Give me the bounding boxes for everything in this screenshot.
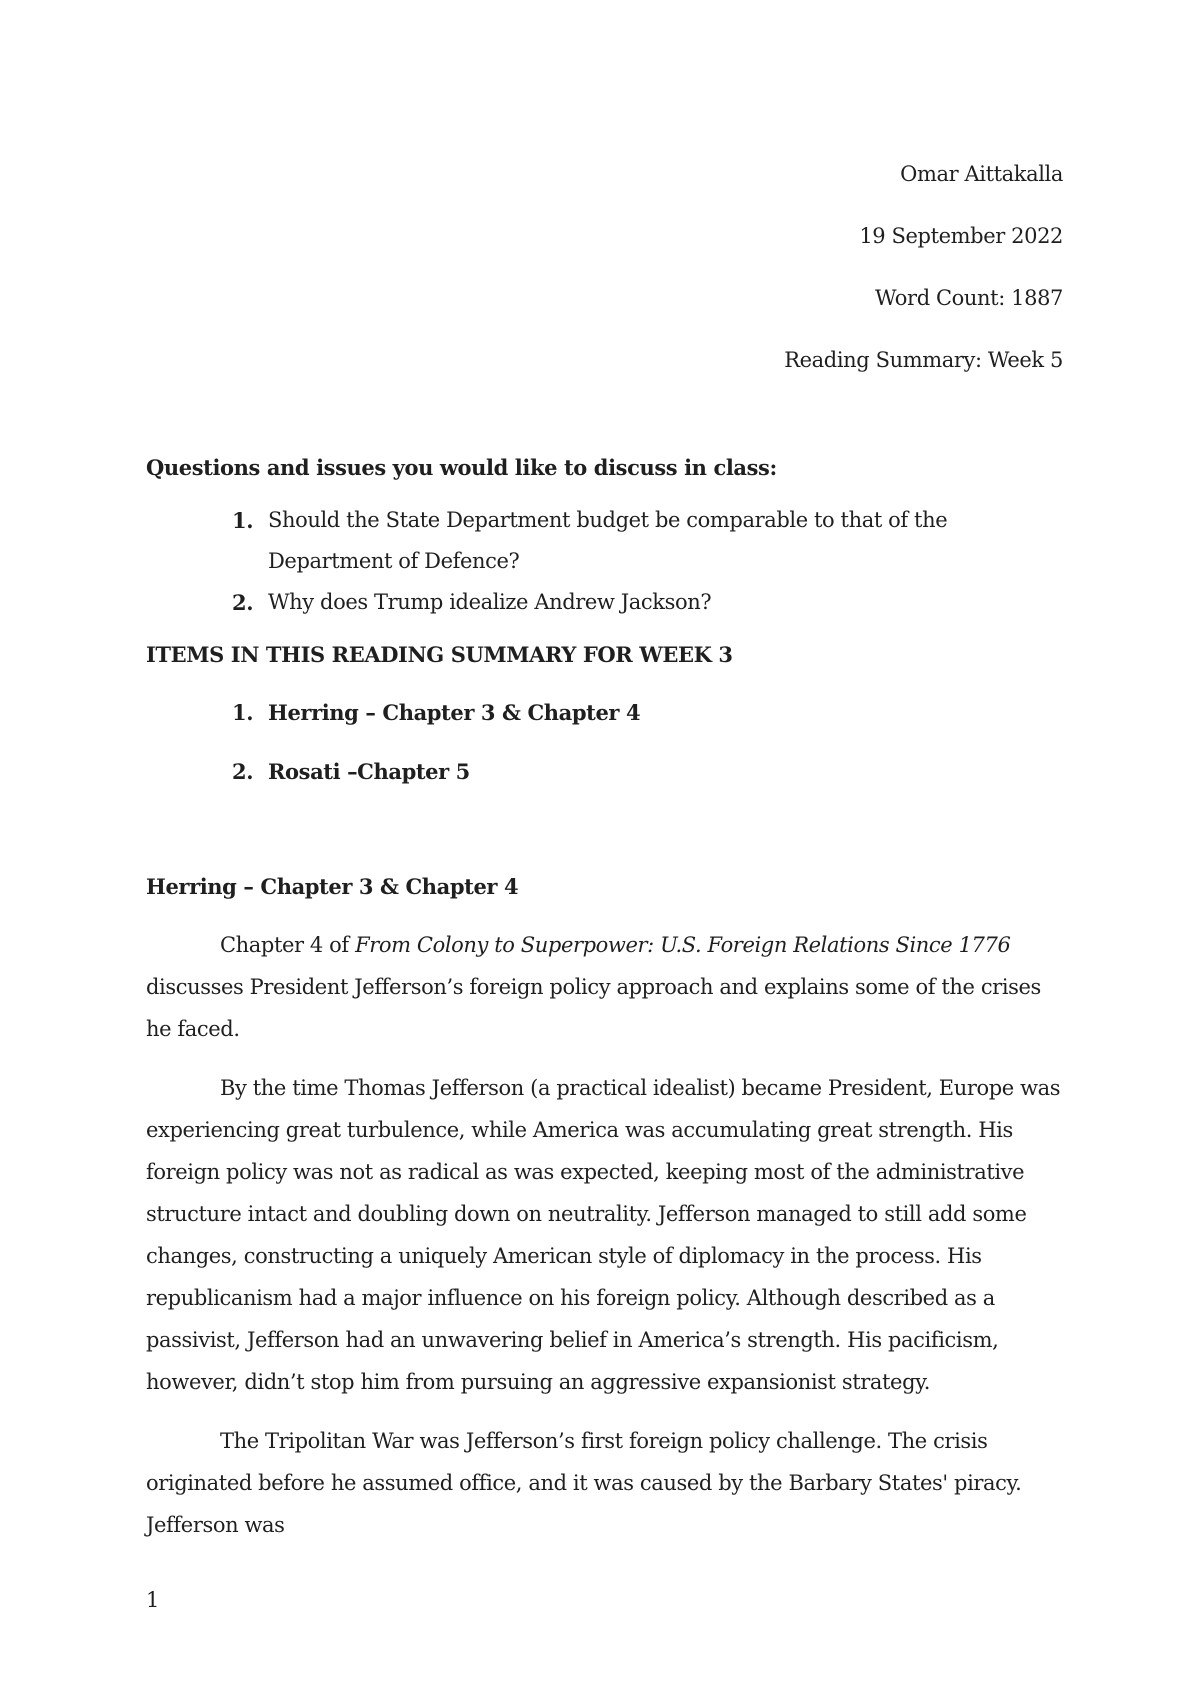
summary-number-1: 1. xyxy=(232,700,254,725)
paragraph-1-intro: Chapter 4 of xyxy=(220,933,356,957)
paragraph-1 xyxy=(146,924,1066,1050)
summary-text-2: Rosati –Chapter 5 xyxy=(268,759,470,784)
question-item-1 xyxy=(146,500,1068,582)
question-number-2: 2. xyxy=(232,590,254,615)
question-text-2: Why does Trump idealize Andrew Jackson? xyxy=(268,590,712,614)
summary-number-2: 2. xyxy=(232,759,254,784)
paragraph-1-body: discusses President Jefferson’s foreign policy approach and explains some of the crises he faced. xyxy=(146,975,1041,1041)
herring-heading: Herring – Chapter 3 & Chapter 4 xyxy=(146,874,519,899)
document-body xyxy=(146,448,1066,1546)
paragraph-3: The Tripolitan War was Jefferson’s first foreign policy challenge. The crisis originated before he assumed office, and it was caused by the Barbary States' piracy. Jefferson was xyxy=(146,1429,1022,1537)
items-heading: ITEMS IN THIS READING SUMMARY FOR WEEK 3 xyxy=(146,642,733,667)
question-text-1: Should the State Department budget be comparable to that of the Department of Defence? xyxy=(268,508,948,573)
page-number: 1 xyxy=(146,1588,160,1612)
summary-text-1: Herring – Chapter 3 & Chapter 4 xyxy=(268,700,641,725)
questions-heading: Questions and issues you would like to discuss in class: xyxy=(146,455,777,480)
paragraph-2: By the time Thomas Jefferson (a practical idealist) became President, Europe was experiencing great turbulence, while America was accumulating great strength. His foreign policy was not as radical as was expected, keeping most of the administrative structure intact and doubling down on neutrality. Jefferson managed to still add some changes, constructing a uniquely American style of diplomacy in the process. His republicanism had a major influence on his foreign policy. Although described as a passivist, Jefferson had an unwavering belief in America’s strength. His pacificism, however, didn’t stop him from pursuing an aggressive expansionist strategy. xyxy=(146,1076,1061,1394)
summary-item-1 xyxy=(146,692,1066,734)
question-item-2 xyxy=(146,582,1066,623)
document-title: Reading Summary: Week 5 xyxy=(784,348,1063,372)
question-number-1: 1. xyxy=(232,508,254,533)
header-block xyxy=(784,143,1063,391)
word-count: Word Count: 1887 xyxy=(875,286,1063,310)
book-title: From Colony to Superpower: U.S. Foreign Relations Since 1776 xyxy=(355,933,1011,957)
summary-item-2 xyxy=(146,751,1066,793)
document-date: 19 September 2022 xyxy=(859,224,1063,248)
author-name: Omar Aittakalla xyxy=(900,162,1063,186)
